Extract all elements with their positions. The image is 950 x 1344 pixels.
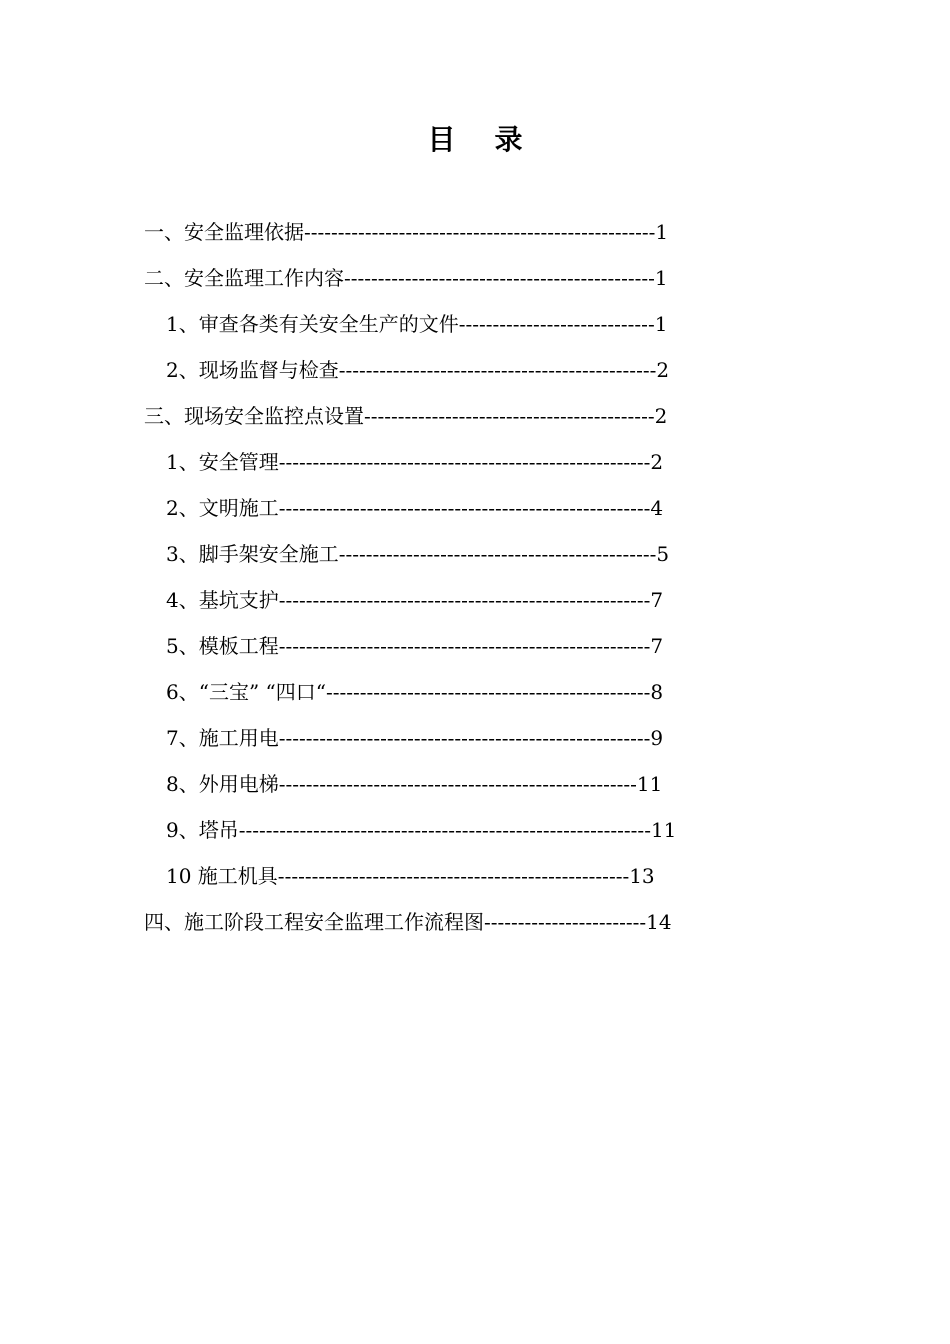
toc-entry-text: 四、施工阶段工程安全监理工作流程图------------------------14 [144, 910, 672, 934]
toc-entry-text: 9、塔吊-------------------------------------------------------------11 [166, 818, 677, 842]
toc-entry-text: 3、脚手架安全施工-----------------------------------------------5 [166, 542, 670, 566]
toc-entry-text: 2、文明施工-------------------------------------------------------4 [166, 496, 664, 520]
toc-entry-3-8[interactable] [166, 764, 662, 804]
toc-entry-text: 10 施工机具----------------------------------------------------13 [166, 864, 655, 888]
toc-entry-text: 1、审查各类有关安全生产的文件-----------------------------1 [166, 312, 668, 336]
toc-entry-4[interactable] [144, 902, 672, 942]
toc-entry-text: 1、安全管理-------------------------------------------------------2 [166, 450, 664, 474]
toc-entry-2[interactable] [144, 258, 668, 298]
toc-entry-text: 5、模板工程-------------------------------------------------------7 [166, 634, 664, 658]
toc-entry-3-5[interactable] [166, 626, 663, 666]
toc-entry-text: 一、安全监理依据----------------------------------------------------1 [144, 220, 669, 244]
toc-entry-2-1[interactable] [166, 304, 667, 344]
toc-entry-text: 4、基坑支护-------------------------------------------------------7 [166, 588, 664, 612]
toc-entry-1[interactable] [144, 212, 668, 252]
toc-entry-text: 2、现场监督与检查-----------------------------------------------2 [166, 358, 670, 382]
toc-entry-3-2[interactable] [166, 488, 663, 528]
toc-entry-3-6[interactable] [166, 672, 663, 712]
toc-entry-3-9[interactable] [166, 810, 676, 850]
toc-entry-text: 三、现场安全监控点设置-------------------------------------------2 [144, 404, 668, 428]
toc-title: 目 录 [427, 123, 523, 156]
toc-entry-2-2[interactable] [166, 350, 669, 390]
toc-entry-3-4[interactable] [166, 580, 663, 620]
toc-entry-3-3[interactable] [166, 534, 669, 574]
toc-entry-3-1[interactable] [166, 442, 663, 482]
toc-entry-text: 二、安全监理工作内容----------------------------------------------1 [144, 266, 668, 290]
toc-entry-3[interactable] [144, 396, 667, 436]
toc-entry-3-7[interactable] [166, 718, 663, 758]
toc-entry-text: 8、外用电梯-----------------------------------------------------11 [166, 772, 663, 796]
toc-entry-text: 7、施工用电-------------------------------------------------------9 [166, 726, 664, 750]
toc-entry-text: 6、“三宝” “四口“------------------------------------------------8 [166, 680, 664, 704]
toc-entry-3-10[interactable] [166, 856, 655, 896]
